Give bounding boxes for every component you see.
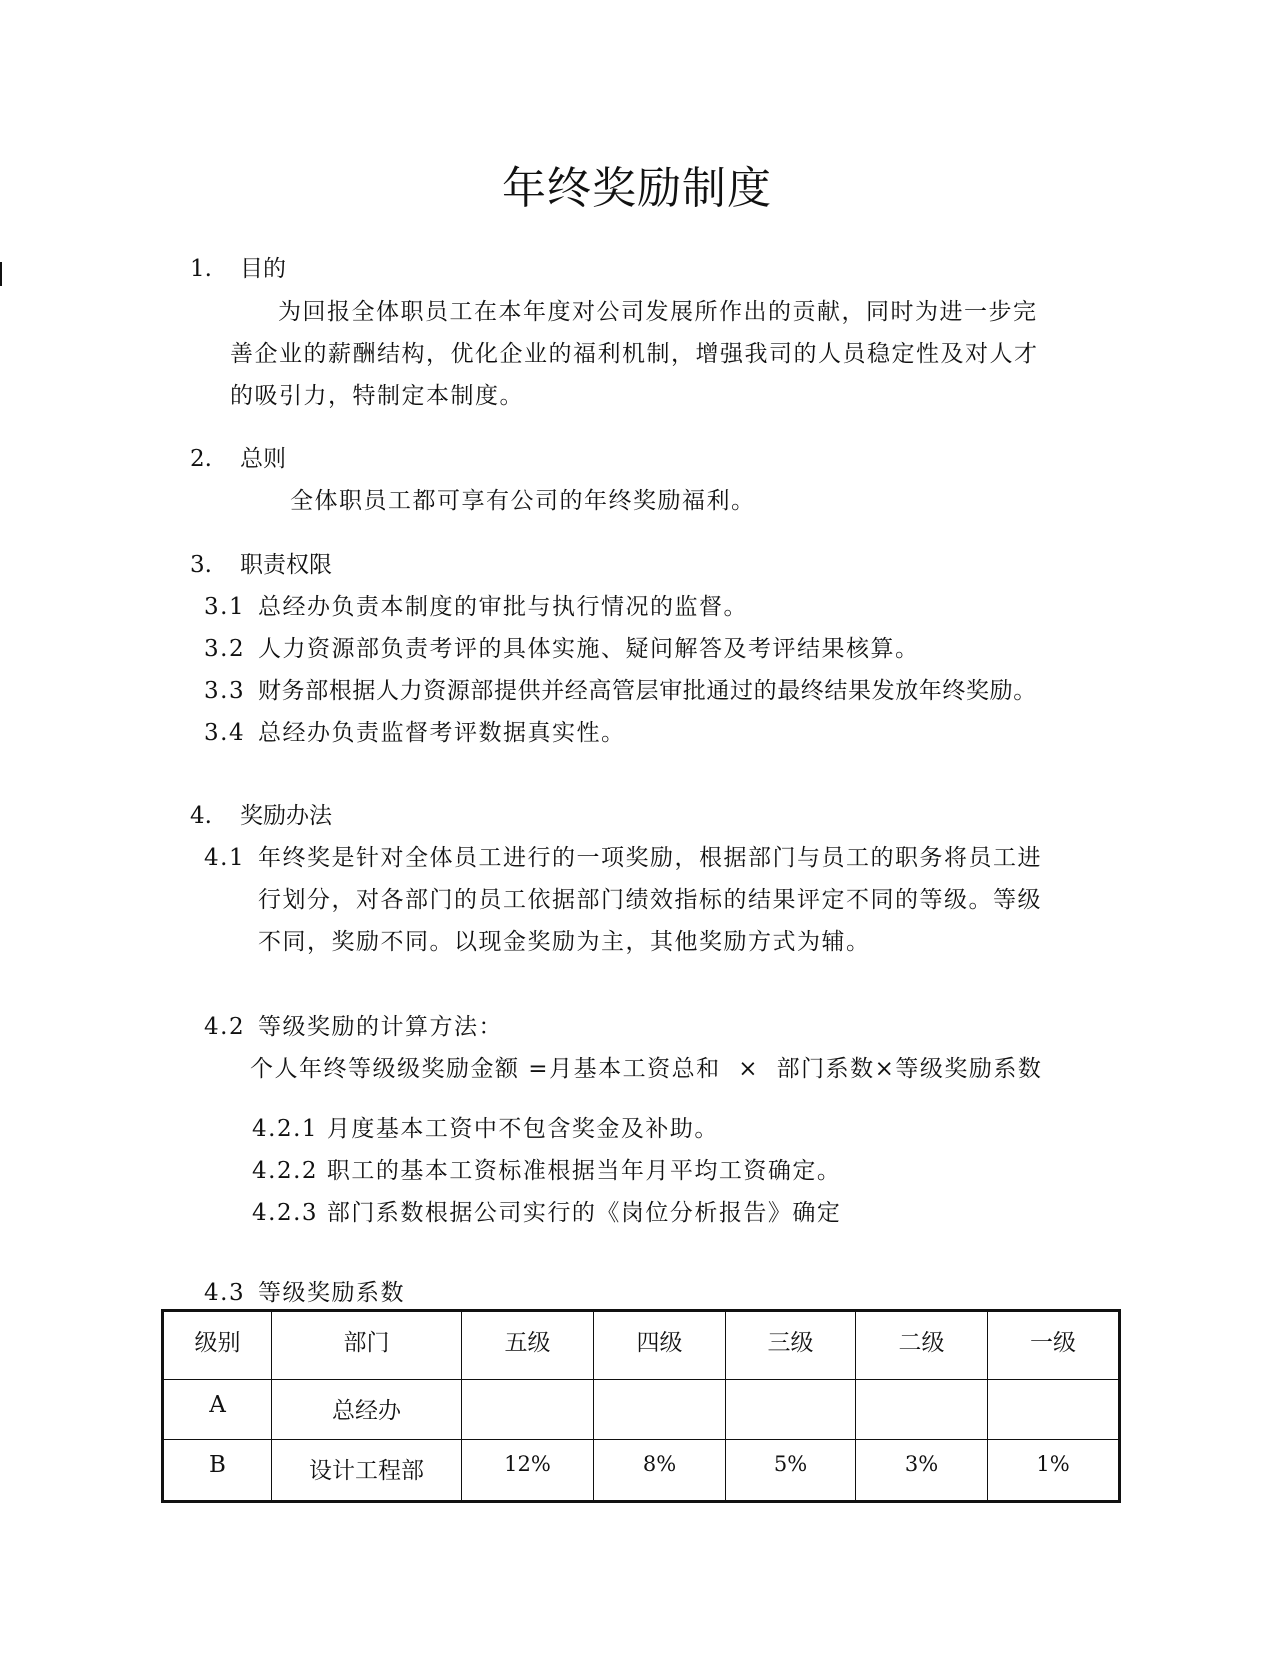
section-title: 职责权限	[240, 552, 332, 578]
item-text: 等级奖励的计算方法：	[258, 1014, 503, 1040]
document-title: 年终奖励制度	[502, 163, 772, 214]
table-cell: 5%	[726, 1440, 856, 1502]
paragraph-line: 行划分，对各部门的员工依据部门绩效指标的结果评定不同的等级。等级	[258, 887, 1042, 913]
table-cell: B	[163, 1440, 272, 1502]
header-cell: 四级	[594, 1311, 726, 1380]
section-title: 总则	[240, 446, 286, 472]
item-number: 3.1	[204, 594, 246, 620]
section-title: 奖励办法	[240, 803, 332, 829]
list-item	[204, 630, 920, 663]
table-cell: 总经办	[272, 1380, 462, 1440]
section-3-heading	[190, 546, 332, 579]
list-item	[204, 1274, 405, 1307]
list-item	[204, 672, 1037, 705]
table-cell	[726, 1380, 856, 1440]
item-number: 3.2	[204, 636, 246, 662]
table-cell: 3%	[856, 1440, 988, 1502]
section-number: 2.	[190, 446, 212, 472]
sub-item: 4.2.2 职工的基本工资标准根据当年月平均工资确定。	[252, 1158, 842, 1184]
table-cell	[462, 1380, 594, 1440]
item-text: 人力资源部负责考评的具体实施、疑问解答及考评结果核算。	[258, 636, 920, 662]
table-row	[163, 1440, 1120, 1502]
item-number: 4.2	[204, 1014, 246, 1040]
header-cell: 二级	[856, 1311, 988, 1380]
table-cell	[594, 1380, 726, 1440]
table-cell: 设计工程部	[272, 1440, 462, 1502]
list-item	[204, 714, 626, 747]
sub-item: 4.2.3 部门系数根据公司实行的《岗位分析报告》确定	[252, 1200, 842, 1226]
table-cell: 12%	[462, 1440, 594, 1502]
header-cell: 一级	[988, 1311, 1120, 1380]
section-2-heading	[190, 440, 286, 473]
item-number: 3.4	[204, 720, 246, 746]
section-number: 3.	[190, 552, 212, 578]
item-text: 等级奖励系数	[258, 1280, 405, 1306]
table-cell: 1%	[988, 1440, 1120, 1502]
header-cell: 级别	[163, 1311, 272, 1380]
paragraph-line: 不同，奖励不同。以现金奖励为主，其他奖励方式为辅。	[258, 929, 871, 955]
paragraph-line: 善企业的薪酬结构，优化企业的福利机制，增强我司的人员稳定性及对人才	[230, 341, 1039, 367]
table-cell	[988, 1380, 1120, 1440]
table-cell: A	[163, 1380, 272, 1440]
header-cell: 五级	[462, 1311, 594, 1380]
grade-coefficient-table	[161, 1309, 1121, 1503]
table-header-row	[163, 1311, 1120, 1380]
item-text: 总经办负责本制度的审批与执行情况的监督。	[258, 594, 748, 620]
item-number: 4.1	[204, 845, 246, 871]
table-cell	[856, 1380, 988, 1440]
section-4-heading	[190, 797, 332, 830]
item-number: 4.3	[204, 1280, 246, 1306]
paragraph-line: 为回报全体职员工在本年度对公司发展所作出的贡献，同时为进一步完	[278, 299, 1038, 325]
sub-item: 4.2.1 月度基本工资中不包含奖金及补助。	[252, 1116, 719, 1142]
formula-line: 个人年终等级级奖励金额 =月基本工资总和 × 部门系数×等级奖励系数	[250, 1056, 1043, 1082]
page-edge-mark	[0, 262, 2, 286]
paragraph-line: 全体职员工都可享有公司的年终奖励福利。	[290, 488, 756, 514]
section-number: 1.	[190, 256, 212, 282]
list-item	[204, 839, 1042, 872]
paragraph-line: 的吸引力，特制定本制度。	[230, 383, 524, 409]
list-item	[204, 1008, 503, 1041]
item-text: 财务部根据人力资源部提供并经高管层审批通过的最终结果发放年终奖励。	[258, 678, 1037, 704]
header-cell: 部门	[272, 1311, 462, 1380]
header-cell: 三级	[726, 1311, 856, 1380]
section-title: 目的	[240, 256, 286, 282]
table-row	[163, 1380, 1120, 1440]
item-text: 年终奖是针对全体员工进行的一项奖励，根据部门与员工的职务将员工进	[258, 845, 1042, 871]
item-number: 3.3	[204, 678, 246, 704]
section-number: 4.	[190, 803, 212, 829]
list-item	[204, 588, 748, 621]
table-cell: 8%	[594, 1440, 726, 1502]
item-text: 总经办负责监督考评数据真实性。	[258, 720, 626, 746]
section-1-heading	[190, 250, 286, 283]
